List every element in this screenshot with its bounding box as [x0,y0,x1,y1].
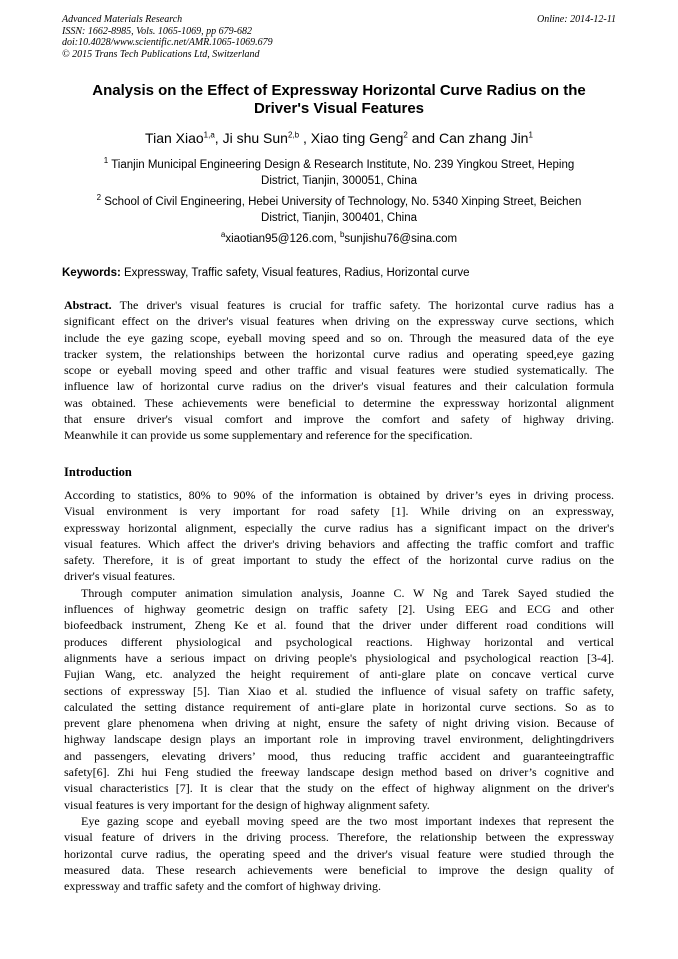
body-line: visual characteristics [7]. It is clear that the study on the effect of highway alignment on the driver's [64,781,614,796]
keywords [62,265,616,281]
title-line-1: Analysis on the Effect of Expressway Horizontal Curve Radius on the [92,82,586,99]
body-line: and passengers, elevating drivers’ mood, thus reducing traffic accident and guaranteeingtraffic [64,748,614,763]
introduction-body [64,487,614,894]
affiliation-line: $^2$ School of Civil Engineering, Hebei University of Technology, No. 5340 Xinping Street, Beichen [96,193,582,208]
affiliation-line: $^1$ Tianjin Municipal Engineering Design & Research Institute, No. 239 Yingkou Street, Heping [103,156,575,171]
email-address: sunjishu76@sina.com [344,233,458,245]
keywords-label: Keywords: [62,267,121,279]
author-affiliation-mark: 1,a [203,130,215,140]
issn-line: ISSN: 1662-8985, Vols. 1065-1069, pp 679-682 [62,25,252,37]
email-address: xiaotian95@126.com, [225,233,340,245]
author-separator: , [299,130,311,146]
journal-name: Advanced Materials Research [62,14,183,25]
body-line: highway landscape design plays an important role in improving travel environment, delightingdrivers [64,732,614,747]
body-line: safety[6]. Zhi hui Feng studied the freeway landscape design method based on driver’s cognitive and [64,765,614,780]
abstract-line: significant effect on the driver's visual features when driving on the expressway curve sections, which [64,314,614,329]
body-line: According to statistics, 80% to 90% of the information is obtained by driver’s eyes in driving process. [64,488,614,502]
body-line: produces different physiological and psychological reactions. Highway horizontal and vertical [64,634,614,649]
affiliation-2 [62,194,616,226]
email-mark: a [220,230,226,240]
body-line: expressway and traffic safety and the comfort of highway driving. [64,879,382,894]
paper-title [62,82,616,118]
author-affiliation-mark: 1 [528,130,533,140]
body-line: visual features is very important for the design of highway alignment safety. [64,797,430,812]
author-emails [62,231,616,247]
body-line: calculated the setting distance requirement of anti-glare plate in horizontal curve sections. So as to [64,699,614,714]
abstract [64,297,614,444]
abstract-line: that ensure driver's visual comfort and improve the comfort and safety of highway driving. [64,412,614,427]
author-affiliation-mark: 2,b [287,130,300,140]
affiliation-number: 1 [103,156,109,166]
abstract-line: tracker system, the relationships between the horizontal curve radius and operating speed,eye gazing [64,346,614,361]
doi-line: doi:10.4028/www.scientific.net/AMR.1065-1069.679 [62,37,273,48]
body-line: alignments have a serious impact on driving people's physiological and psychological reaction [3-4]. [64,650,614,665]
title-line-2: Driver's Visual Features [253,100,425,117]
author-name: Tian Xiao [145,130,204,146]
body-line: horizontal curve radius, the operating speed and the driver's visual feature were studied through the [64,846,614,861]
keywords-text: Expressway, Traffic safety, Visual features, Radius, Horizontal curve [120,267,470,279]
affiliation-1 [62,157,616,189]
author-list [62,130,616,147]
email-mark: b [339,230,345,240]
author-name: Xiao ting Geng [310,130,404,146]
body-line: visual features. Which affect the driver's driving behaviors and affecting the traffic comfort and traffic [64,536,614,551]
body-line: influences of highway geometric design on traffic safety [2]. Using EEG and ECG and other [64,602,614,617]
body-line: measured data. These research achievements were beneficial to improve the design quality of [64,862,614,877]
author-name: Can zhang Jin [438,130,529,146]
body-line: driver's visual features. [64,569,176,584]
abstract-line: scope or eyeball moving speed and other traffic and visual features were studied systematically. The [64,363,614,378]
body-line: Visual environment is very important for road safety [1]. While driving on an expressway, [64,504,614,519]
body-line: sections of expressway [5]. Tian Xiao et al. studied the influence of visual safety on traffic safety, [64,683,614,698]
section-heading-introduction: Introduction [64,465,132,479]
author-name: Ji shu Sun [222,130,288,146]
affiliation-line: District, Tianjin, 300051, China [261,175,417,187]
affiliation-number: 2 [96,193,102,203]
affiliation-line: District, Tianjin, 300401, China [261,212,417,224]
journal-header [62,14,616,60]
copyright-line: © 2015 Trans Tech Publications Ltd, Switzerland [62,48,260,60]
body-line: prevent glare phenomena when driving at night, ensure the safety of night driving vision. Because of [64,716,614,731]
body-line: expressway horizontal alignment, especially the curve radius has a significant impact on the driver's [64,520,614,535]
body-line: visual feature of drivers in the driving process. Therefore, the relationship between the expressway [64,830,614,845]
abstract-line: include the eye gazing scope, eyeball moving speed and so on. Through the measured data of the eye [64,330,614,345]
author-affiliation-mark: 2 [403,130,408,140]
body-line: biofeedback instrument, Zheng Ke et al. found that the driver under different road conditions will [64,618,614,633]
body-line: Through computer animation simulation analysis, Joanne C. W Ng and Tarek Sayed studied the [81,585,614,600]
abstract-line: Meanwhile it can provide us some supplementary and reference for the specification. [64,428,473,443]
body-line: Eye gazing scope and eyeball moving speed are the two most important indexes that represent the [81,813,614,828]
author-separator: , [214,130,223,146]
body-line: safety. Therefore, it is of great important to study the effect of the horizontal curve radius on the [64,553,614,568]
abstract-line: was obtained. These achievements were beneficial to determine the expressway horizontal alignment [64,395,614,410]
author-separator: and [407,130,439,146]
abstract-line: Abstract. The driver's visual features is crucial for traffic safety. The horizontal curve radius has a [64,298,614,312]
abstract-line: influence law of horizontal curve radius on the driver's visual features and their calculation formula [64,379,614,394]
abstract-label: Abstract. [64,298,112,312]
body-line: Fujian Wang, etc. analyzed the height requirement of anti-glare plate on concave vertical curve [64,667,614,682]
online-date: Online: 2014-12-11 [537,14,616,25]
